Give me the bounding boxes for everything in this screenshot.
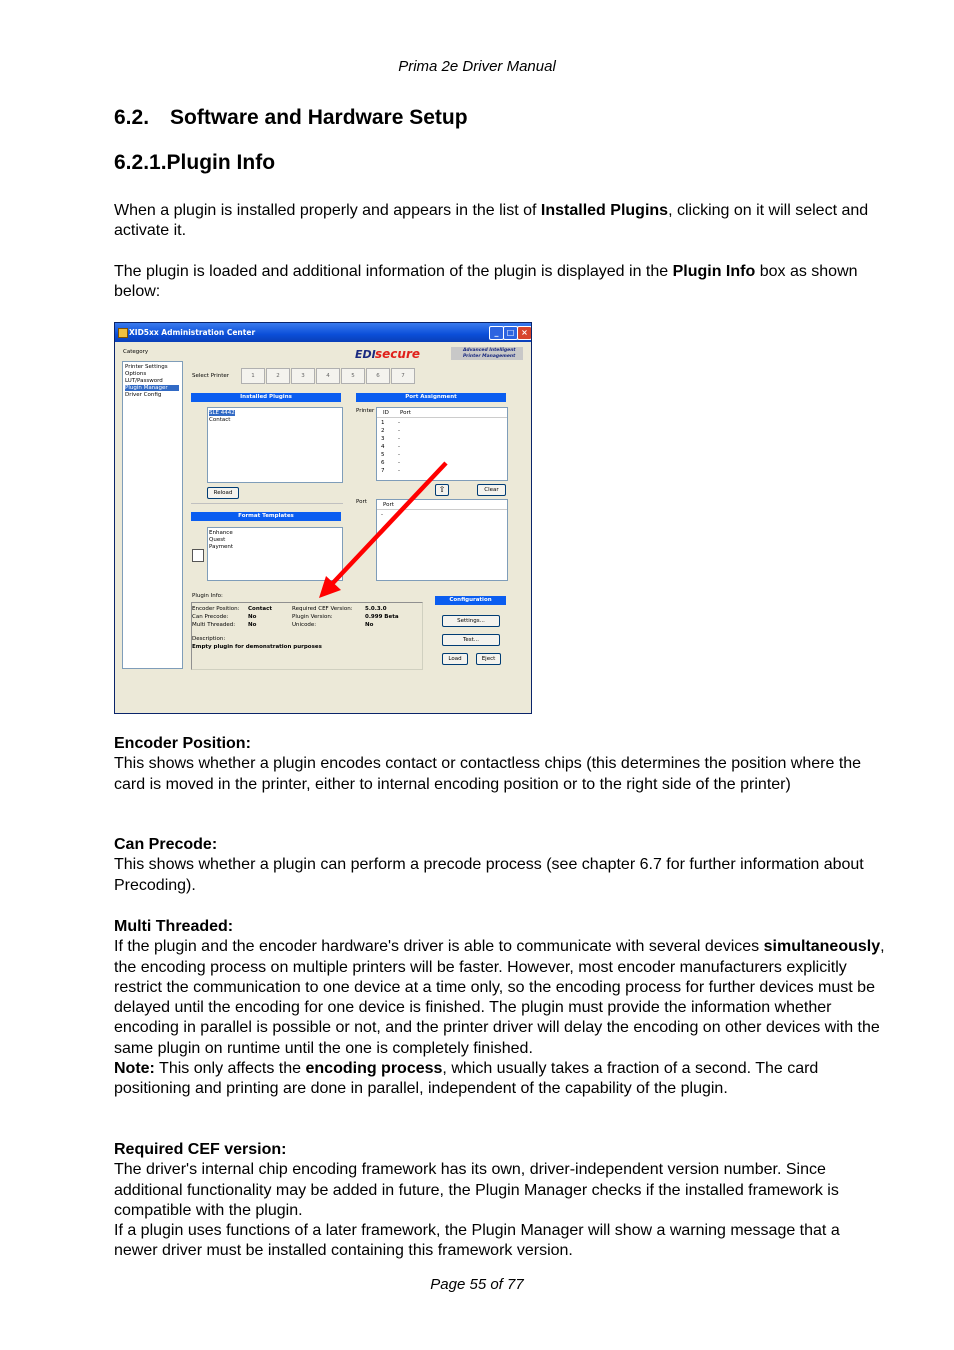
- installed-plugins-header: Installed Plugins: [191, 393, 341, 402]
- can-precode-section: [114, 835, 886, 896]
- template-item[interactable]: Quest: [209, 537, 226, 543]
- test-button[interactable]: Test...: [442, 634, 500, 646]
- encoder-position-heading: Encoder Position:: [114, 735, 251, 752]
- page-header: Prima 2e Driver Manual: [398, 58, 556, 75]
- close-icon[interactable]: ×: [517, 326, 532, 340]
- required-cef-heading: Required CEF version:: [114, 1141, 287, 1158]
- multi-threaded-label: Multi Threaded:: [192, 622, 236, 628]
- port-list-item[interactable]: -: [381, 512, 383, 518]
- required-cef-label: Required CEF Version:: [292, 606, 353, 612]
- category-item[interactable]: LUT/Password: [125, 378, 163, 384]
- eject-button[interactable]: Eject: [476, 653, 501, 665]
- encoder-position-text: This shows whether a plugin encodes contact or contactless chips (this determines the position where the card is moved in the printer, either to internal encoding position or to the right side of the printer): [114, 755, 862, 793]
- table-row-id: 3: [381, 436, 385, 442]
- can-precode-label: Can Precode:: [192, 614, 229, 620]
- load-button[interactable]: Load: [442, 653, 468, 665]
- category-item[interactable]: Options: [125, 371, 147, 377]
- printer-label: Printer: [356, 408, 375, 414]
- edisecure-logo: EDI secure Advanced Intelligent Printer Management: [355, 346, 525, 362]
- category-item[interactable]: Printer Settings: [125, 364, 168, 370]
- multi-threaded-heading: Multi Threaded:: [114, 918, 234, 935]
- table-row-port: -: [398, 420, 400, 426]
- can-precode-text: This shows whether a plugin can perform a precode process (see chapter 6.7 for further information about Precoding).: [114, 856, 864, 894]
- can-precode-heading: Can Precode:: [114, 836, 218, 853]
- printer-button[interactable]: 4: [316, 368, 340, 384]
- intro-paragraph-1: When a plugin is installed properly and appears in the list of Installed Plugins, clicking on it will select and activate it.: [114, 202, 869, 240]
- multi-threaded-text: If the plugin and the encoder hardware's driver is able to communicate with several devices simultaneously, the encoding process on multiple printers will be faster. However, most encoder manufacturers explicitly restrict the communication to one device at a time only, so the encoding process for further devices must be delayed until the encoding for one device is finished. The plugin must provide the information whether encoding in parallel is possible or not, and the printer driver will delay the encoding on other devices with the same plugin on runtime until the one is completely finished.: [114, 938, 885, 1057]
- printer-button[interactable]: 6: [366, 368, 390, 384]
- printer-button[interactable]: 3: [291, 368, 315, 384]
- plugin-item-selected[interactable]: SLE 4442: [209, 410, 235, 416]
- plugin-version-value: 0.999 Beta: [365, 614, 399, 620]
- required-cef-section: [114, 1140, 886, 1262]
- multi-threaded-section: [114, 917, 886, 1100]
- id-column-header: ID: [383, 410, 389, 416]
- section-heading: [114, 106, 468, 130]
- section-title: Software and Hardware Setup: [170, 106, 468, 129]
- printer-button[interactable]: 2: [266, 368, 290, 384]
- plugin-info-label: Plugin Info:: [192, 593, 223, 599]
- table-row-id: 4: [381, 444, 385, 450]
- table-row-id: 6: [381, 460, 385, 466]
- table-row-port: -: [398, 444, 400, 450]
- table-row-id: 7: [381, 468, 385, 474]
- printer-button[interactable]: 7: [391, 368, 415, 384]
- required-cef-text-1: The driver's internal chip encoding framework has its own, driver-independent version number. Since additional functionality may be added in future, the Plugin Manager checks if the installed framework is compatible with the plugin.: [114, 1161, 839, 1219]
- configuration-header: Configuration: [435, 596, 506, 605]
- category-item-selected[interactable]: Plugin Manager: [125, 385, 179, 391]
- template-item[interactable]: Enhance: [209, 530, 233, 536]
- encoder-position-label: Encoder Position:: [192, 606, 240, 612]
- description-label: Description:: [192, 636, 226, 642]
- page-footer: Page 55 of 77: [430, 1276, 524, 1293]
- plugin-item[interactable]: Contact: [209, 417, 231, 423]
- clear-button[interactable]: Clear: [477, 484, 506, 496]
- table-row-port: -: [398, 468, 400, 474]
- can-precode-value: No: [248, 614, 257, 620]
- select-printer-label: Select Printer: [192, 373, 230, 379]
- encoder-position-value: Contact: [248, 606, 272, 612]
- unicode-value: No: [365, 622, 374, 628]
- plugin-version-label: Plugin Version:: [292, 614, 333, 620]
- encoder-position-section: [114, 734, 886, 795]
- printer-button[interactable]: 5: [341, 368, 365, 384]
- table-row-port: -: [398, 428, 400, 434]
- category-item[interactable]: Driver Config: [125, 392, 162, 398]
- section-number: 6.2.: [114, 106, 150, 129]
- red-arrow-icon: [115, 323, 531, 713]
- window-title: XID5xx Administration Center: [129, 328, 256, 337]
- table-row-id: 2: [381, 428, 385, 434]
- multi-threaded-note: Note: This only affects the encoding process, which usually takes a fraction of a second. The card positioning and printing are done in parallel, independent of the capability of the plugin.: [114, 1060, 819, 1098]
- minimize-icon[interactable]: _: [489, 326, 504, 340]
- table-row-id: 1: [381, 420, 385, 426]
- table-row-port: -: [398, 436, 400, 442]
- required-cef-value: 5.0.3.0: [365, 606, 387, 612]
- format-templates-header: Format Templates: [191, 512, 341, 521]
- description-value: Empty plugin for demonstration purposes: [192, 644, 322, 650]
- port-column-header: Port: [400, 410, 411, 416]
- port-list-header: Port: [383, 502, 394, 508]
- template-item[interactable]: Payment: [209, 544, 234, 550]
- unicode-label: Unicode:: [292, 622, 317, 628]
- intro-paragraph-2: The plugin is loaded and additional information of the plugin is displayed in the Plugin Info box as shown below:: [114, 263, 858, 301]
- admin-center-screenshot: [114, 322, 532, 714]
- port-label: Port: [356, 499, 367, 505]
- reload-button[interactable]: Reload: [207, 487, 239, 499]
- port-assignment-header: Port Assignment: [356, 393, 506, 402]
- multi-threaded-value: No: [248, 622, 257, 628]
- settings-button[interactable]: Settings...: [442, 615, 500, 627]
- table-row-port: -: [398, 452, 400, 458]
- category-label: Category: [123, 349, 149, 355]
- table-row-port: -: [398, 460, 400, 466]
- subsection-heading: 6.2.1.Plugin Info: [114, 151, 276, 174]
- table-row-id: 5: [381, 452, 385, 458]
- required-cef-text-2: If a plugin uses functions of a later framework, the Plugin Manager will show a warning message that a newer driver must be installed containing this framework version.: [114, 1222, 840, 1260]
- up-arrow-icon[interactable]: ⇧: [435, 484, 449, 496]
- printer-button[interactable]: 1: [241, 368, 265, 384]
- maximize-icon[interactable]: □: [503, 326, 518, 340]
